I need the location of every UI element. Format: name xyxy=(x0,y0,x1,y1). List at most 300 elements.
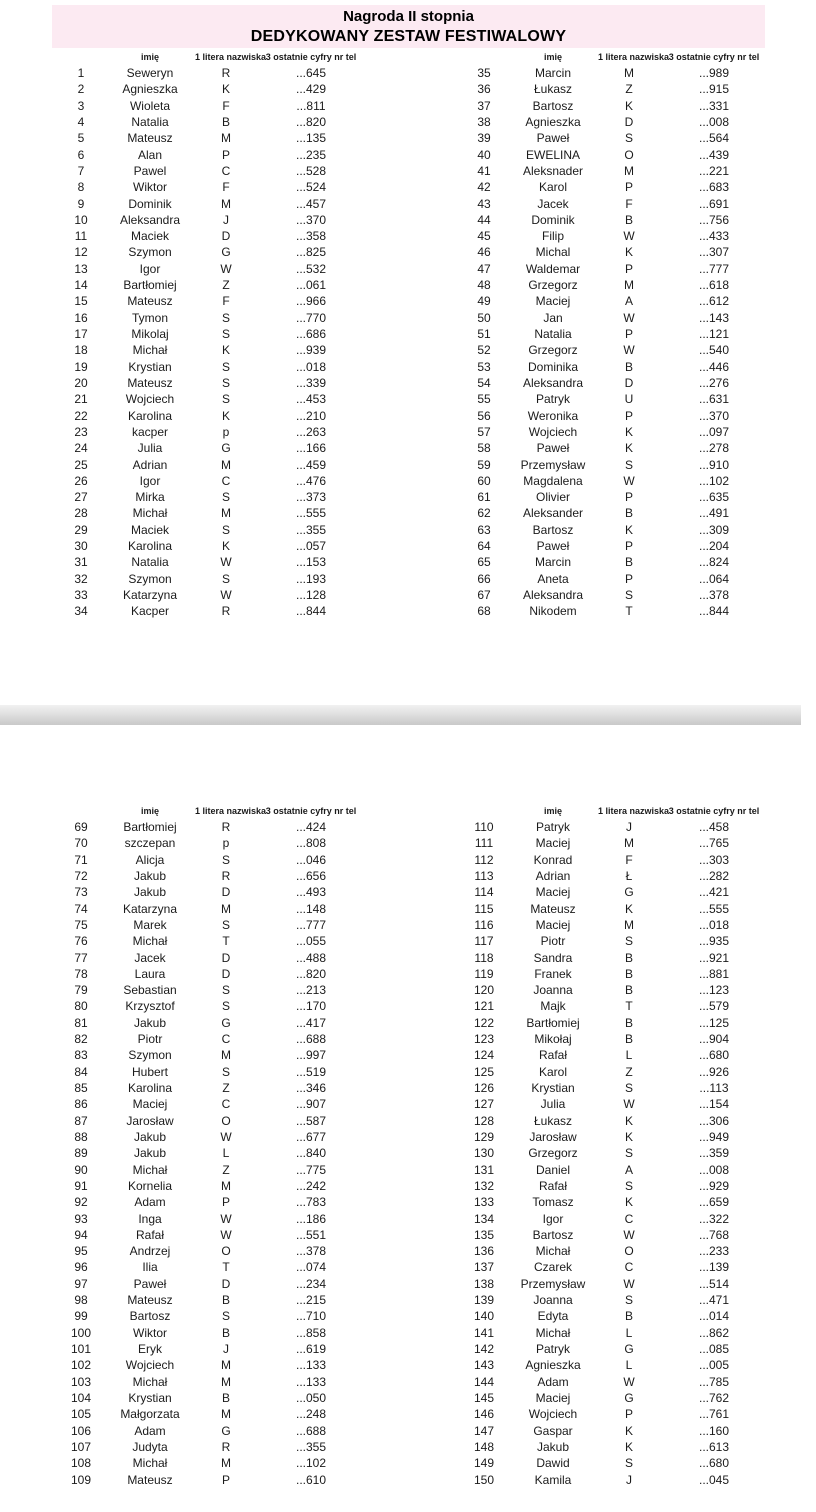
entry-name: Alan xyxy=(137,147,163,162)
entry-surname-initial: K xyxy=(221,408,230,423)
entry-surname-initial: B xyxy=(624,506,633,521)
entry-surname-initial: P xyxy=(624,327,633,341)
entry-number: 18 xyxy=(74,343,88,358)
entry-number: 75 xyxy=(74,917,88,932)
entry-row xyxy=(57,603,365,619)
entry-row xyxy=(57,998,365,1014)
entry-name: Sandra xyxy=(533,950,573,965)
entry-number: 52 xyxy=(477,343,491,358)
entry-number: 118 xyxy=(474,950,494,965)
entry-name: Katarzyna xyxy=(122,588,178,602)
entry-row xyxy=(57,65,365,81)
entry-phone-digits: ...762 xyxy=(698,1390,730,1405)
entry-name: Waldemar xyxy=(525,261,581,276)
entry-surname-initial: W xyxy=(220,261,232,276)
entry-name: Bartosz xyxy=(129,1309,171,1324)
entry-row xyxy=(460,440,768,456)
winners-table-page1-right xyxy=(460,50,768,620)
entry-name: Mirka xyxy=(135,490,165,505)
entry-surname-initial: S xyxy=(221,999,230,1014)
entry-number: 82 xyxy=(74,1032,88,1047)
entry-phone-digits: ...631 xyxy=(698,392,730,407)
entry-row xyxy=(460,342,768,358)
entry-number: 49 xyxy=(477,294,491,309)
entry-number: 86 xyxy=(74,1097,88,1112)
entry-surname-initial: B xyxy=(624,359,633,374)
entry-row xyxy=(57,130,365,146)
entry-number: 10 xyxy=(74,212,88,227)
entry-surname-initial: W xyxy=(623,310,635,325)
entry-row xyxy=(57,261,365,277)
entry-phone-digits: ...233 xyxy=(698,1244,730,1259)
entry-row xyxy=(460,1162,768,1178)
entry-number: 128 xyxy=(473,1113,495,1128)
entry-number: 104 xyxy=(70,1390,92,1405)
entry-number: 70 xyxy=(74,836,88,851)
entry-number: 5 xyxy=(77,131,85,146)
entry-number: 115 xyxy=(474,901,494,916)
entry-surname-initial: P xyxy=(624,539,633,554)
entry-row xyxy=(57,391,365,407)
entry-number: 127 xyxy=(473,1097,495,1112)
entry-number: 9 xyxy=(77,196,85,211)
entry-number: 124 xyxy=(473,1048,495,1063)
entry-name: Grzegorz xyxy=(528,278,578,293)
entry-row xyxy=(57,489,365,505)
entry-row xyxy=(57,277,365,293)
col-header-number-spacer xyxy=(57,50,105,65)
entry-phone-digits: ...783 xyxy=(295,1195,327,1210)
entry-surname-initial: M xyxy=(624,836,634,851)
entry-phone-digits: ...686 xyxy=(295,327,327,341)
entry-name: Maciej xyxy=(535,1390,571,1405)
col-header-phone: 3 ostatnie cyfry nr tel xyxy=(668,806,760,816)
entry-phone-digits: ...074 xyxy=(295,1260,327,1275)
entry-row xyxy=(460,998,768,1014)
entry-surname-initial: D xyxy=(221,885,231,900)
entry-row xyxy=(57,424,365,440)
entry-name: Krystian xyxy=(128,359,172,374)
entry-number: 140 xyxy=(473,1309,495,1324)
entry-surname-initial: C xyxy=(221,473,231,488)
entry-row xyxy=(57,1357,365,1373)
entry-name: Paweł xyxy=(536,131,570,146)
entry-surname-initial: F xyxy=(222,98,230,113)
entry-number: 32 xyxy=(74,571,88,586)
entry-row xyxy=(57,950,365,966)
entry-number: 19 xyxy=(74,359,88,374)
entry-row xyxy=(460,424,768,440)
entry-row xyxy=(460,391,768,407)
entry-phone-digits: ...907 xyxy=(295,1097,327,1112)
entry-number: 129 xyxy=(473,1129,495,1144)
entry-name: Rafał xyxy=(538,1178,567,1193)
entry-row xyxy=(57,1015,365,1031)
entry-number: 68 xyxy=(477,604,491,619)
entry-row xyxy=(460,228,768,244)
entry-row xyxy=(460,901,768,917)
entry-surname-initial: M xyxy=(221,1456,231,1471)
entry-phone-digits: ...926 xyxy=(698,1064,730,1079)
entry-number: 130 xyxy=(473,1146,495,1161)
entry-number: 38 xyxy=(477,114,491,129)
entry-number: 25 xyxy=(74,457,88,472)
entry-surname-initial: O xyxy=(221,1244,231,1259)
entry-number: 90 xyxy=(74,1162,88,1177)
entry-surname-initial: M xyxy=(624,917,634,932)
entry-name: Jakub xyxy=(133,1015,167,1030)
entry-phone-digits: ...204 xyxy=(698,539,730,554)
entry-phone-digits: ...429 xyxy=(295,82,327,97)
entry-row xyxy=(460,522,768,538)
entry-surname-initial: C xyxy=(624,1260,634,1275)
entry-surname-initial: S xyxy=(221,359,230,374)
entry-row xyxy=(460,326,768,342)
entry-number: 17 xyxy=(74,327,88,341)
entry-row xyxy=(57,163,365,179)
entry-row xyxy=(57,1243,365,1259)
entry-name: Michał xyxy=(132,343,168,358)
entry-name: Paweł xyxy=(536,539,570,554)
entry-row xyxy=(57,522,365,538)
entry-number: 67 xyxy=(477,588,491,602)
entry-surname-initial: K xyxy=(221,539,230,554)
entry-row xyxy=(460,1113,768,1129)
entry-row xyxy=(57,1292,365,1308)
entry-name: Sebastian xyxy=(123,983,177,998)
entry-row xyxy=(460,1325,768,1341)
entry-name: Magdalena xyxy=(523,473,583,488)
entry-number: 65 xyxy=(477,555,491,570)
entry-surname-initial: P xyxy=(624,408,633,423)
entry-surname-initial: P xyxy=(624,1407,633,1422)
entry-phone-digits: ...121 xyxy=(698,327,730,341)
entry-surname-initial: G xyxy=(221,441,231,456)
entry-surname-initial: D xyxy=(624,375,634,390)
entry-phone-digits: ...476 xyxy=(295,473,327,488)
entry-name: Jakub xyxy=(133,868,167,883)
entry-row xyxy=(460,1227,768,1243)
entry-name: Wojciech xyxy=(125,1358,175,1373)
entry-number: 42 xyxy=(477,180,491,195)
entry-row xyxy=(460,1374,768,1390)
entry-surname-initial: S xyxy=(221,571,230,586)
entry-row xyxy=(460,457,768,473)
entry-number: 63 xyxy=(477,522,491,537)
entry-number: 97 xyxy=(74,1276,88,1291)
entry-row xyxy=(57,1064,365,1080)
entry-name: szczepan xyxy=(124,836,176,851)
entry-phone-digits: ...915 xyxy=(698,82,730,97)
entry-phone-digits: ...768 xyxy=(698,1227,730,1242)
entry-number: 109 xyxy=(70,1472,92,1487)
entry-row xyxy=(57,868,365,884)
entry-surname-initial: L xyxy=(625,1358,633,1373)
entry-phone-digits: ...154 xyxy=(698,1097,730,1112)
entry-phone-digits: ...858 xyxy=(295,1325,327,1340)
entry-name: Łukasz xyxy=(533,1113,573,1128)
entry-phone-digits: ...457 xyxy=(295,196,327,211)
entry-number: 45 xyxy=(477,229,491,244)
entry-phone-digits: ...881 xyxy=(698,966,730,981)
entry-row xyxy=(57,1374,365,1390)
entry-surname-initial: W xyxy=(623,1097,635,1112)
entry-surname-initial: B xyxy=(624,966,633,981)
entry-phone-digits: ...346 xyxy=(295,1081,327,1095)
entry-surname-initial: M xyxy=(221,901,231,916)
entry-surname-initial: S xyxy=(624,457,633,472)
entry-phone-digits: ...528 xyxy=(295,163,327,178)
entry-surname-initial: T xyxy=(625,999,633,1014)
entry-surname-initial: R xyxy=(221,820,231,834)
entry-surname-initial: S xyxy=(221,1064,230,1079)
entry-surname-initial: W xyxy=(220,588,232,602)
entry-phone-digits: ...123 xyxy=(698,983,730,998)
entry-name: Adam xyxy=(134,1423,166,1438)
entry-row xyxy=(57,81,365,97)
entry-number: 23 xyxy=(74,424,88,439)
entry-number: 71 xyxy=(74,852,88,867)
entry-phone-digits: ...221 xyxy=(698,163,730,178)
entry-surname-initial: W xyxy=(623,1374,635,1389)
entry-surname-initial: D xyxy=(221,966,231,981)
entry-number: 92 xyxy=(74,1195,88,1210)
entry-row xyxy=(460,1080,768,1096)
entry-row xyxy=(460,65,768,81)
entry-number: 83 xyxy=(74,1048,88,1063)
entry-name: Mikołaj xyxy=(534,1032,572,1047)
entry-row xyxy=(460,1178,768,1194)
entry-number: 8 xyxy=(77,180,85,195)
entry-surname-initial: B xyxy=(221,1293,230,1308)
entry-surname-initial: S xyxy=(221,392,230,407)
entry-phone-digits: ...234 xyxy=(295,1276,327,1291)
entry-number: 98 xyxy=(74,1293,88,1308)
entry-phone-digits: ...514 xyxy=(698,1276,730,1291)
entry-name: Agnieszka xyxy=(525,1358,581,1373)
entry-phone-digits: ...811 xyxy=(296,98,326,113)
entry-surname-initial: B xyxy=(221,1390,230,1405)
entry-surname-initial: M xyxy=(624,66,634,80)
entry-surname-initial: M xyxy=(221,1358,231,1373)
entry-surname-initial: K xyxy=(624,901,633,916)
entry-row xyxy=(57,571,365,587)
entry-row xyxy=(57,1227,365,1243)
entry-name: Joanna xyxy=(533,1293,573,1308)
entry-number: 132 xyxy=(473,1178,495,1193)
entry-number: 73 xyxy=(74,885,88,900)
entry-name: Piotr xyxy=(137,1032,163,1047)
entry-name: Marcin xyxy=(534,555,571,570)
entry-phone-digits: ...085 xyxy=(698,1342,730,1356)
entry-row xyxy=(460,1211,768,1227)
entry-surname-initial: K xyxy=(624,1129,633,1144)
entry-number: 149 xyxy=(473,1456,495,1471)
entry-name: Wioleta xyxy=(129,98,170,113)
entry-surname-initial: G xyxy=(624,1342,634,1356)
entry-phone-digits: ...777 xyxy=(295,917,327,932)
entry-row xyxy=(57,1096,365,1112)
entry-number: 99 xyxy=(74,1309,88,1324)
entry-name: Julia xyxy=(540,1097,566,1112)
entry-name: Pawel xyxy=(133,163,167,178)
entry-row xyxy=(460,408,768,424)
entry-number: 36 xyxy=(477,82,491,97)
entry-name: Maciej xyxy=(535,917,571,932)
entry-surname-initial: F xyxy=(625,196,633,211)
entry-number: 112 xyxy=(474,852,494,867)
entry-row xyxy=(57,982,365,998)
entry-phone-digits: ...113 xyxy=(699,1081,729,1095)
entry-phone-digits: ...378 xyxy=(295,1244,327,1259)
col-header-name: imię xyxy=(543,52,562,62)
entry-surname-initial: P xyxy=(624,490,633,505)
col-header-surname-initial: 1 litera nazwiska xyxy=(195,806,267,816)
entry-surname-initial: M xyxy=(221,1178,231,1193)
entry-number: 39 xyxy=(477,131,491,146)
entry-number: 95 xyxy=(74,1244,88,1259)
entry-number: 77 xyxy=(74,950,88,965)
entry-row xyxy=(460,1406,768,1422)
entry-name: Wojciech xyxy=(528,1407,578,1422)
entry-name: Jakub xyxy=(133,885,167,900)
entry-phone-digits: ...825 xyxy=(295,245,327,260)
entry-row xyxy=(460,1031,768,1047)
entry-surname-initial: K xyxy=(624,441,633,456)
entry-surname-initial: U xyxy=(624,392,634,407)
entry-name: Bartłomiej xyxy=(123,278,177,293)
entry-row xyxy=(57,1178,365,1194)
entry-name: Jan xyxy=(543,310,563,325)
col-header-phone: 3 ostatnie cyfry nr tel xyxy=(668,52,760,62)
entry-phone-digits: ...761 xyxy=(698,1407,730,1422)
entry-row xyxy=(460,293,768,309)
entry-name: Grzegorz xyxy=(528,1146,578,1161)
entry-row xyxy=(460,603,768,619)
entry-row xyxy=(460,130,768,146)
entry-name: Aleksnader xyxy=(522,163,584,178)
entry-name: Bartosz xyxy=(532,522,574,537)
entry-phone-digits: ...309 xyxy=(698,522,730,537)
entry-row xyxy=(460,966,768,982)
entry-row xyxy=(57,473,365,489)
entry-name: Bartłomiej xyxy=(123,820,177,834)
winners-table-page2-right xyxy=(460,804,768,1488)
entry-number: 110 xyxy=(474,820,494,834)
entry-phone-digits: ...331 xyxy=(698,98,730,113)
col-header-name: imię xyxy=(140,52,159,62)
entry-phone-digits: ...618 xyxy=(698,278,730,293)
entry-name: Konrad xyxy=(533,852,573,867)
entry-row xyxy=(57,228,365,244)
entry-phone-digits: ...102 xyxy=(295,1456,327,1471)
entry-phone-digits: ...471 xyxy=(698,1293,730,1308)
entry-name: Mikolaj xyxy=(131,327,169,341)
entry-row xyxy=(460,819,768,835)
entry-name: Mateusz xyxy=(127,294,173,309)
entry-name: Patryk xyxy=(535,1342,570,1356)
entry-name: Mateusz xyxy=(530,901,576,916)
entry-number: 2 xyxy=(77,82,85,97)
entry-number: 134 xyxy=(473,1211,495,1226)
entry-number: 79 xyxy=(74,983,88,998)
entry-number: 119 xyxy=(474,966,494,981)
entry-surname-initial: D xyxy=(221,229,231,244)
entry-phone-digits: ...339 xyxy=(295,375,327,390)
entry-number: 76 xyxy=(74,934,88,949)
entry-number: 103 xyxy=(70,1374,92,1389)
entry-row xyxy=(460,163,768,179)
entry-surname-initial: S xyxy=(221,917,230,932)
entry-surname-initial: O xyxy=(624,1244,634,1259)
entry-name: Majk xyxy=(540,999,566,1014)
entry-phone-digits: ...770 xyxy=(295,310,327,325)
entry-name: Michał xyxy=(132,934,168,949)
entry-name: Patryk xyxy=(535,820,570,834)
entry-row xyxy=(460,244,768,260)
page-separator xyxy=(0,705,801,725)
entry-phone-digits: ...166 xyxy=(295,441,327,456)
entry-number: 43 xyxy=(477,196,491,211)
entry-phone-digits: ...939 xyxy=(295,343,327,358)
entry-surname-initial: F xyxy=(625,852,633,867)
entry-name: Bartosz xyxy=(532,1227,574,1242)
entry-surname-initial: R xyxy=(221,868,231,883)
entry-name: Maciek xyxy=(130,522,169,537)
entry-phone-digits: ...307 xyxy=(698,245,730,260)
entry-name: Mateusz xyxy=(127,375,173,390)
entry-phone-digits: ...551 xyxy=(295,1227,327,1242)
entry-name: Szymon xyxy=(128,571,172,586)
entry-surname-initial: O xyxy=(221,1113,231,1128)
entry-surname-initial: W xyxy=(623,1276,635,1291)
entry-phone-digits: ...688 xyxy=(295,1423,327,1438)
entry-name: Jacek xyxy=(537,196,569,211)
entry-name: Maciek xyxy=(130,229,169,244)
entry-phone-digits: ...235 xyxy=(295,147,327,162)
entry-surname-initial: K xyxy=(624,98,633,113)
entry-number: 61 xyxy=(477,490,491,505)
entry-surname-initial: A xyxy=(624,294,633,309)
entry-number: 81 xyxy=(74,1015,88,1030)
entry-row xyxy=(460,1423,768,1439)
entry-surname-initial: L xyxy=(222,1146,230,1161)
entry-phone-digits: ...370 xyxy=(295,212,327,227)
entry-number: 13 xyxy=(74,261,88,276)
entry-number: 85 xyxy=(74,1081,88,1095)
entry-phone-digits: ...421 xyxy=(698,885,730,900)
entry-phone-digits: ...424 xyxy=(295,820,327,834)
entry-number: 37 xyxy=(477,98,491,113)
entry-phone-digits: ...148 xyxy=(295,901,327,916)
entry-row xyxy=(57,375,365,391)
entry-row xyxy=(460,179,768,195)
entry-name: Agnieszka xyxy=(122,82,178,97)
entry-name: Jacek xyxy=(134,950,166,965)
entry-phone-digits: ...904 xyxy=(698,1032,730,1047)
entry-surname-initial: C xyxy=(624,1211,634,1226)
entry-phone-digits: ...417 xyxy=(295,1015,327,1030)
entry-surname-initial: M xyxy=(221,1407,231,1422)
entry-phone-digits: ...532 xyxy=(295,261,327,276)
entry-row xyxy=(460,147,768,163)
entry-phone-digits: ...170 xyxy=(295,999,327,1014)
entry-number: 101 xyxy=(70,1342,92,1356)
entry-phone-digits: ...929 xyxy=(698,1178,730,1193)
entry-number: 136 xyxy=(473,1244,495,1259)
entry-number: 15 xyxy=(74,294,88,309)
entry-number: 122 xyxy=(473,1015,495,1030)
